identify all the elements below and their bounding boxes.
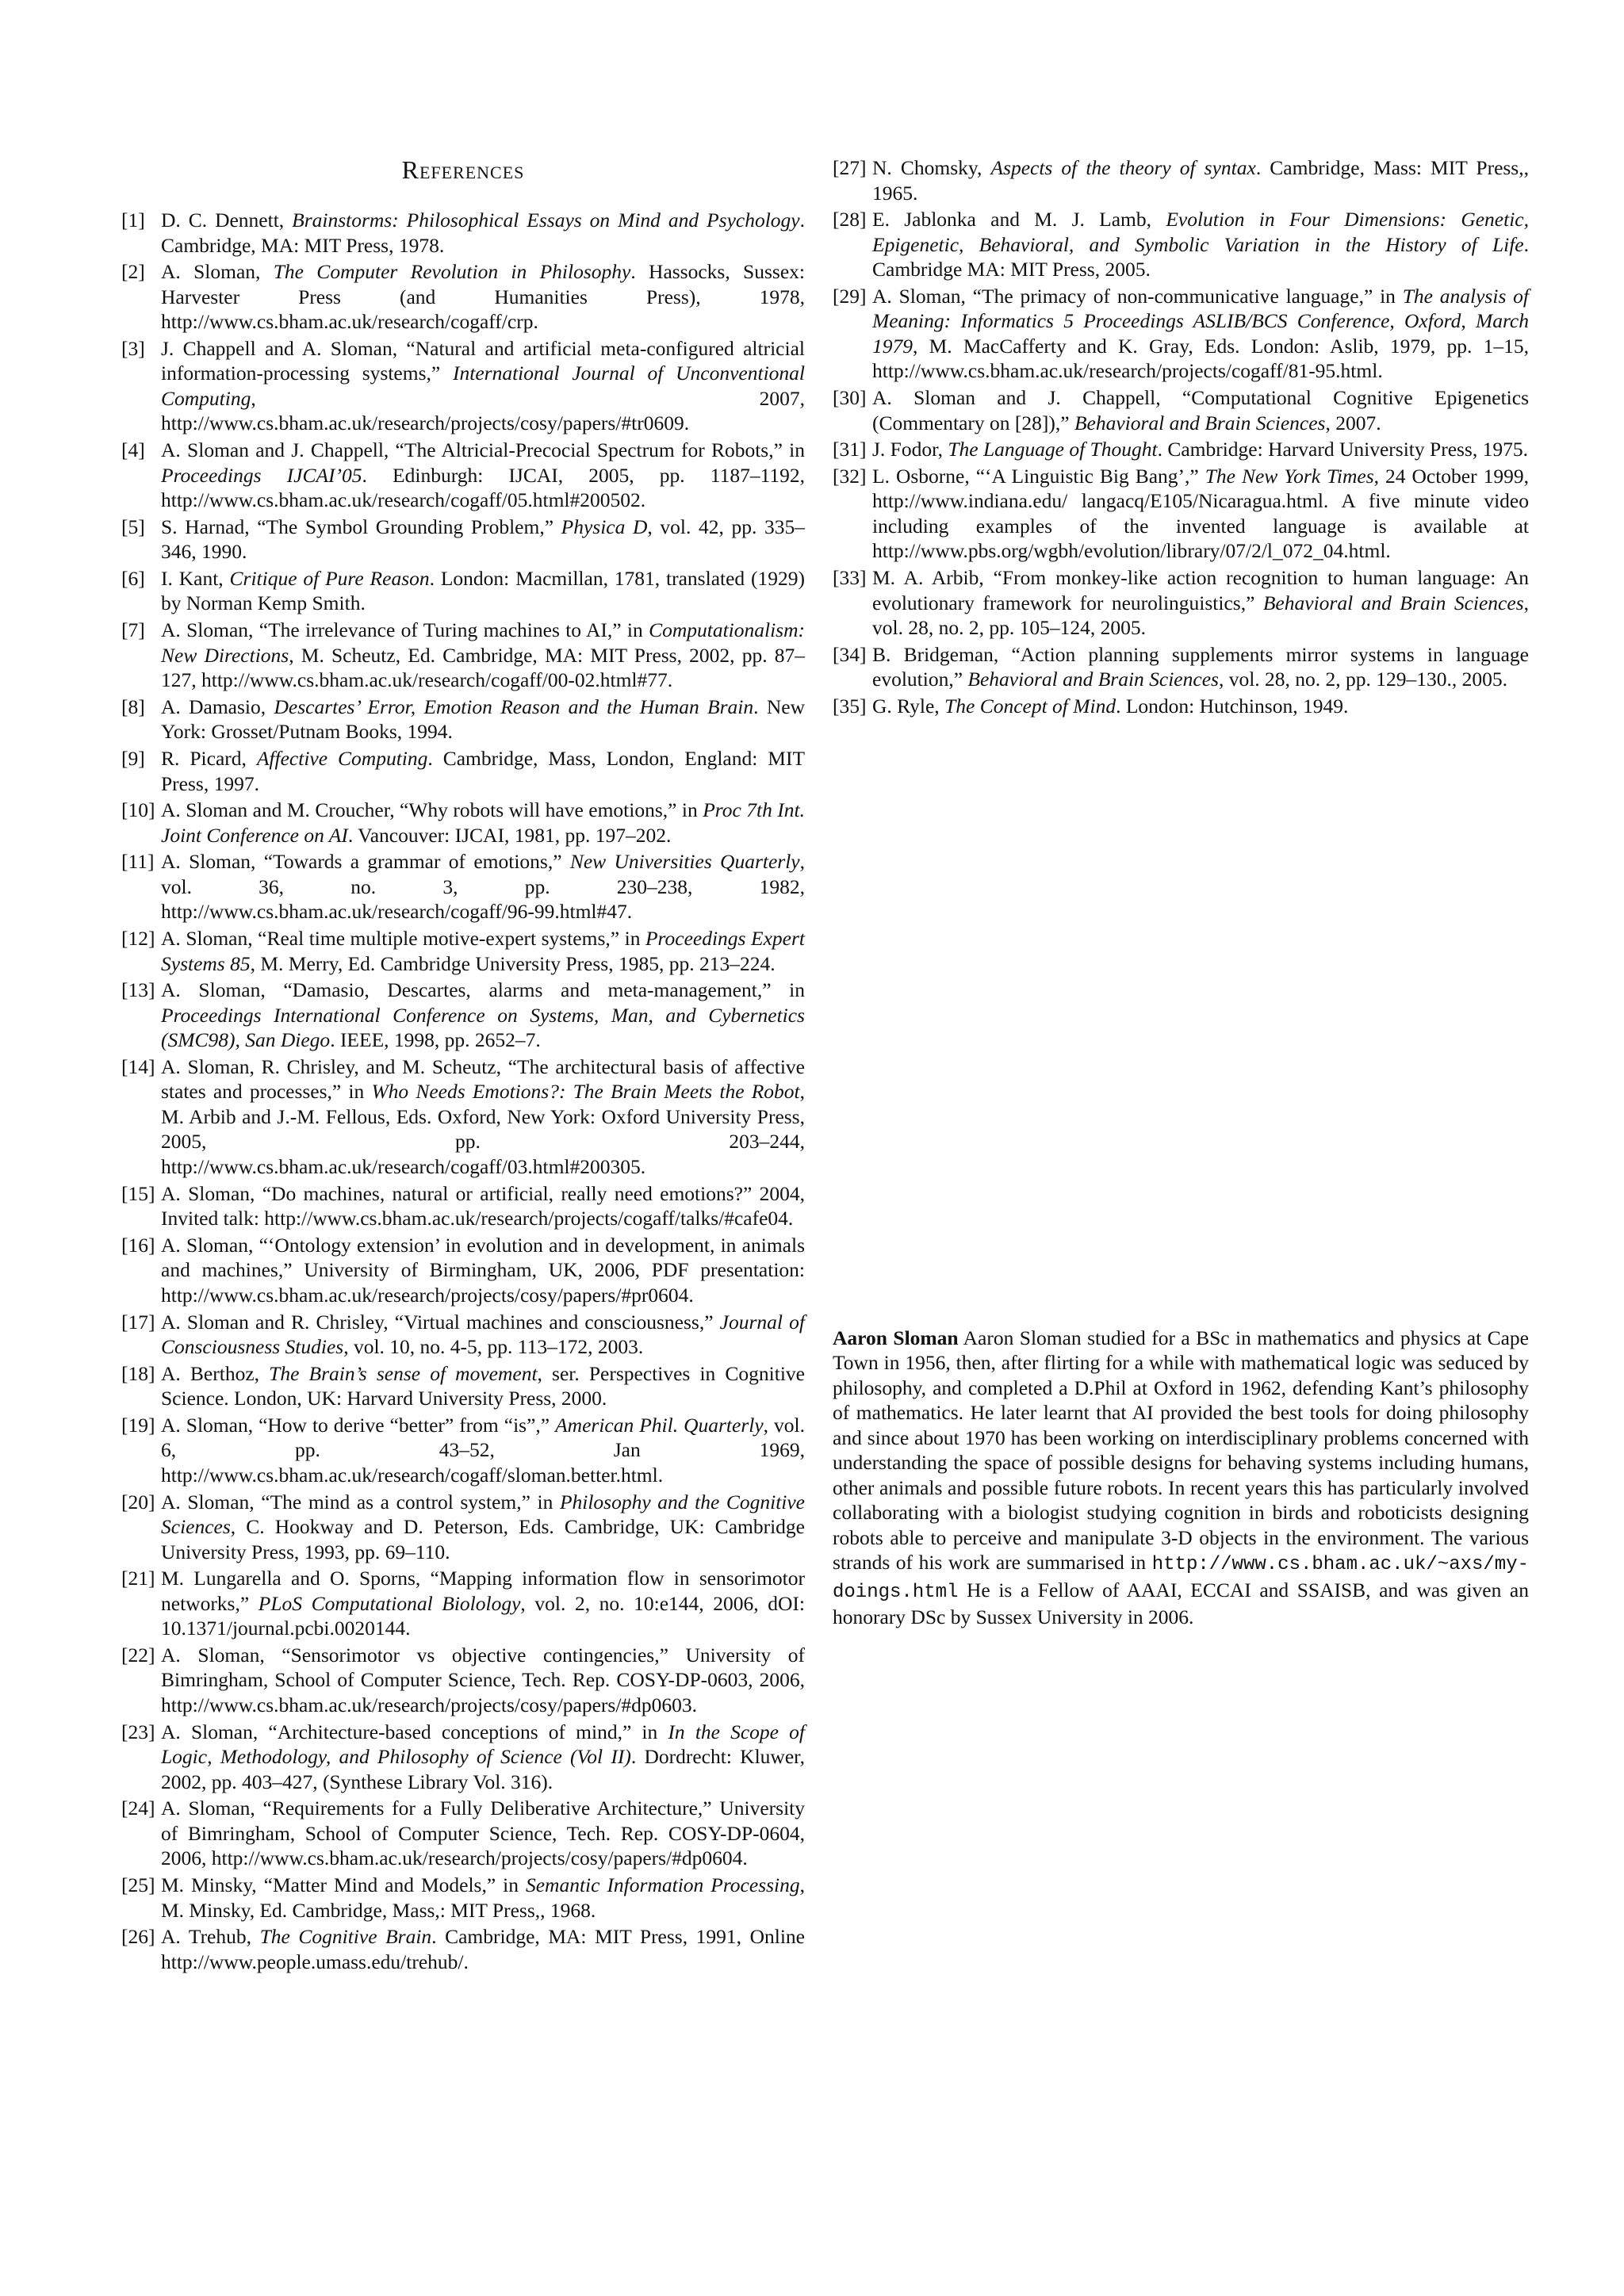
reference-item bbox=[121, 566, 805, 616]
reference-text: A. Sloman and R. Chrisley, “Virtual machines and consciousness,” Journal of Consciousness Studies, vol. 10, no. 4-5, pp. 113–172, 2003. bbox=[161, 1310, 805, 1358]
reference-number: [26] bbox=[121, 1925, 155, 1949]
reference-item bbox=[833, 565, 1529, 641]
reference-number: [17] bbox=[121, 1310, 155, 1334]
reference-text: A. Sloman and J. Chappell, “Computational Cognitive Epigenetics (Commentary on [28]),” Behavioral and Brain Sciences, 2007. bbox=[872, 386, 1529, 434]
reference-number: [4] bbox=[121, 438, 145, 462]
reference-number: [18] bbox=[121, 1361, 155, 1385]
reference-number: [29] bbox=[833, 284, 867, 308]
reference-text: A. Sloman and M. Croucher, “Why robots will have emotions,” in Proc 7th Int. Joint Conference on AI. Vancouver: IJCAI, 1981, pp. 197–202. bbox=[161, 798, 805, 847]
reference-text: A. Sloman, “Do machines, natural or artificial, really need emotions?” 2004, Invited talk: http://www.cs.bham.ac.uk/research/projects/cogaff/talks/#cafe04. bbox=[161, 1181, 805, 1230]
reference-item bbox=[833, 464, 1529, 564]
reference-text: A. Sloman, “How to derive “better” from “is”,” American Phil. Quarterly, vol. 6, pp. 43–52, Jan 1969, http://www.cs.bham.ac.uk/research/cogaff/sloman.better.html. bbox=[161, 1413, 806, 1487]
reference-item bbox=[121, 1490, 805, 1565]
reference-number: [12] bbox=[121, 927, 155, 951]
reference-number: [9] bbox=[121, 747, 145, 770]
reference-text: E. Jablonka and M. J. Lamb, Evolution in Four Dimensions: Genetic, Epigenetic, Behavioral, and Symbolic Variation in the History of Life. Cambridge MA: MIT Press, 2005. bbox=[872, 208, 1529, 281]
reference-text: A. Sloman, R. Chrisley, and M. Scheutz, “The architectural basis of affective states and processes,” in Who Needs Emotions?: The Brain Meets the Robot, M. Arbib and J.-M. Fellous, Eds. Oxford, New York: Oxford University Press, 2005, pp. 203–244, http://www.cs.bham.ac.uk/research/cogaff/03.html#200305. bbox=[161, 1054, 805, 1178]
reference-item bbox=[121, 798, 805, 848]
reference-text: A. Sloman, “Architecture-based conceptions of mind,” in In the Scope of Logic, Methodology, and Philosophy of Science (Vol II). Dordrecht: Kluwer, 2002, pp. 403–427, (Synthese Library Vol. 316). bbox=[161, 1720, 805, 1793]
reference-item bbox=[833, 437, 1529, 462]
reference-number: [35] bbox=[833, 695, 867, 718]
references-list-right bbox=[833, 155, 1529, 721]
reference-number: [15] bbox=[121, 1181, 155, 1205]
reference-item bbox=[121, 208, 805, 258]
reference-item bbox=[833, 694, 1529, 719]
reference-text: N. Chomsky, Aspects of the theory of syntax. Cambridge, Mass: MIT Press,, 1965. bbox=[872, 156, 1529, 205]
reference-item bbox=[121, 618, 805, 693]
reference-number: [7] bbox=[121, 618, 145, 642]
reference-text: A. Sloman, The Computer Revolution in Philosophy. Hassocks, Sussex: Harvester Press (and Humanities Press), 1978, http://www.cs.bham.ac.uk/research/cogaff/crp. bbox=[161, 260, 805, 334]
reference-item bbox=[121, 746, 805, 796]
reference-item bbox=[121, 695, 805, 744]
reference-item bbox=[121, 1720, 805, 1795]
reference-item bbox=[121, 1924, 805, 1974]
reference-number: [22] bbox=[121, 1643, 155, 1667]
reference-item bbox=[121, 1873, 805, 1923]
reference-number: [16] bbox=[121, 1233, 155, 1257]
reference-number: [23] bbox=[121, 1720, 155, 1743]
reference-text: A. Sloman, “The mind as a control system,” in Philosophy and the Cognitive Sciences, C. Hookway and D. Peterson, Eds. Cambridge, UK: Cambridge University Press, 1993, pp. 69–110. bbox=[161, 1490, 805, 1563]
reference-item bbox=[833, 207, 1529, 282]
reference-text: A. Sloman, “The primacy of non-communicative language,” in The analysis of Meaning: Informatics 5 Proceedings ASLIB/BCS Conference, Oxford, March 1979, M. MacCafferty and K. Gray, Eds. London: Aslib, 1979, pp. 1–15, http://www.cs.bham.ac.uk/research/projects/cogaff/81-95.html. bbox=[872, 284, 1530, 383]
reference-text: A. Sloman, “Towards a grammar of emotions,” New Universities Quarterly, vol. 36, no. 3, pp. 230–238, 1982, http://www.cs.bham.ac.uk/research/cogaff/96-99.html#47. bbox=[161, 850, 805, 924]
reference-item bbox=[121, 1566, 805, 1641]
reference-text: A. Damasio, Descartes’ Error, Emotion Reason and the Human Brain. New York: Grosset/Putnam Books, 1994. bbox=[161, 695, 806, 744]
reference-text: M. Lungarella and O. Sporns, “Mapping information flow in sensorimotor networks,” PLoS Computational Biolology, vol. 2, no. 10:e144, 2006, dOI: 10.1371/journal.pcbi.0020144. bbox=[161, 1567, 805, 1640]
reference-text: J. Chappell and A. Sloman, “Natural and artificial meta-configured altricial information-processing systems,” International Journal of Unconventional Computing, 2007, http://www.cs.bham.ac.uk/research/projects/cosy/papers/#tr0609. bbox=[161, 336, 805, 435]
reference-text: A. Sloman and J. Chappell, “The Altricial-Precocial Spectrum for Robots,” in Proceedings IJCAI’05. Edinburgh: IJCAI, 2005, pp. 1187–1192, http://www.cs.bham.ac.uk/research/cogaff/05.html#200502. bbox=[161, 438, 805, 512]
reference-number: [34] bbox=[833, 642, 867, 666]
reference-text: M. A. Arbib, “From monkey-like action recognition to human language: An evolutionary framework for neurolinguistics,” Behavioral and Brain Sciences, vol. 28, no. 2, pp. 105–124, 2005. bbox=[872, 566, 1529, 640]
reference-text: G. Ryle, The Concept of Mind. London: Hutchinson, 1949. bbox=[872, 695, 1349, 718]
reference-number: [32] bbox=[833, 464, 867, 488]
references-heading: References bbox=[401, 155, 525, 184]
reference-text: S. Harnad, “The Symbol Grounding Problem,” Physica D, vol. 42, pp. 335–346, 1990. bbox=[161, 515, 805, 564]
reference-item bbox=[833, 642, 1529, 692]
reference-number: [20] bbox=[121, 1490, 155, 1513]
reference-text: B. Bridgeman, “Action planning supplements mirror systems in language evolution,” Behavioral and Brain Sciences, vol. 28, no. 2, pp. 129–130., 2005. bbox=[872, 642, 1529, 691]
reference-text: M. Minsky, “Matter Mind and Models,” in Semantic Information Processing, M. Minsky, Ed. Cambridge, Mass,: MIT Press,, 1968. bbox=[161, 1873, 806, 1922]
reference-text: A. Sloman, “The irrelevance of Turing machines to AI,” in Computationalism: New Directions, M. Scheutz, Ed. Cambridge, MA: MIT Press, 2002, pp. 87–127, http://www.cs.bham.ac.uk/research/cogaff/00-02.html#77. bbox=[161, 618, 805, 692]
reference-text: A. Sloman, “‘Ontology extension’ in evolution and in development, in animals and machines,” University of Birmingham, UK, 2006, PDF presentation: http://www.cs.bham.ac.uk/research/projects/cosy/papers/#pr0604. bbox=[161, 1233, 805, 1307]
reference-number: [3] bbox=[121, 336, 145, 360]
reference-item bbox=[121, 1054, 805, 1180]
reference-item bbox=[121, 1361, 805, 1411]
reference-text: A. Sloman, “Damasio, Descartes, alarms and meta-management,” in Proceedings International Conference on Systems, Man, and Cybernetics (SMC98), San Diego. IEEE, 1998, pp. 2652–7. bbox=[161, 978, 805, 1052]
reference-text: R. Picard, Affective Computing. Cambridge, Mass, London, England: MIT Press, 1997. bbox=[161, 747, 806, 795]
reference-text: A. Sloman, “Requirements for a Fully Deliberative Architecture,” University of Bimringham, School of Computer Science, Tech. Rep. COSY-DP-0604, 2006, http://www.cs.bham.ac.uk/research/projects/cosy/papers/#dp0604. bbox=[161, 1797, 805, 1870]
reference-text: J. Fodor, The Language of Thought. Cambridge: Harvard University Press, 1975. bbox=[872, 438, 1528, 461]
reference-number: [10] bbox=[121, 798, 155, 822]
reference-item bbox=[121, 515, 805, 564]
reference-number: [25] bbox=[121, 1873, 155, 1896]
reference-number: [31] bbox=[833, 438, 867, 461]
bio-url[interactable]: http://www.cs.bham.ac.uk/~axs/my-doings.html bbox=[833, 1554, 1530, 1603]
reference-number: [14] bbox=[121, 1054, 155, 1078]
reference-text: D. C. Dennett, Brainstorms: Philosophical Essays on Mind and Psychology. Cambridge, MA: MIT Press, 1978. bbox=[161, 209, 805, 257]
reference-item bbox=[121, 1413, 805, 1488]
reference-number: [30] bbox=[833, 386, 867, 410]
reference-number: [1] bbox=[121, 209, 145, 232]
reference-number: [8] bbox=[121, 695, 145, 718]
reference-text: L. Osborne, “‘A Linguistic Big Bang’,” The New York Times, 24 October 1999, http://www.indiana.edu/ langacq/E105/Nicaragua.html. A five minute video including examples of the invented language is available at http://www.pbs.org/wgbh/evolution/library/07/2/l_072_04.html. bbox=[872, 464, 1529, 563]
reference-number: [21] bbox=[121, 1567, 155, 1590]
reference-number: [2] bbox=[121, 260, 145, 284]
reference-item bbox=[121, 978, 805, 1053]
author-biography bbox=[833, 1326, 1529, 1630]
reference-item bbox=[121, 336, 805, 436]
reference-number: [19] bbox=[121, 1413, 155, 1437]
references-list-left bbox=[121, 208, 805, 1976]
reference-number: [6] bbox=[121, 566, 145, 590]
reference-item bbox=[833, 284, 1529, 384]
reference-text: A. Sloman, “Real time multiple motive-expert systems,” in Proceedings Expert Systems 85, M. Merry, Ed. Cambridge University Press, 1985, pp. 213–224. bbox=[161, 927, 805, 975]
reference-number: [24] bbox=[121, 1797, 155, 1820]
reference-number: [27] bbox=[833, 156, 867, 179]
reference-item bbox=[121, 1181, 805, 1231]
reference-item bbox=[121, 438, 805, 513]
reference-item bbox=[833, 385, 1529, 435]
reference-item bbox=[121, 849, 805, 924]
reference-number: [13] bbox=[121, 978, 155, 1002]
reference-text: I. Kant, Critique of Pure Reason. London: Macmillan, 1781, translated (1929) by Norman Kemp Smith. bbox=[161, 566, 806, 615]
reference-number: [28] bbox=[833, 208, 867, 232]
reference-item bbox=[121, 1310, 805, 1360]
reference-item bbox=[121, 1796, 805, 1871]
bio-text: Aaron Sloman studied for a BSc in mathematics and physics at Cape Town in 1956, then, after flirting for a while with mathematical logic was seduced by philosophy, and completed a D.Phil at Oxford in 1962, defending Kant’s philosophy of mathematics. He later learnt that AI provided the best tools for doing philosophy and since about 1970 has been working on interdisciplinary problems concerned with understanding the space of possible designs for behaving systems including humans, other animals and possible future robots. In recent years this has particularly involved collaborating with a biologist studying cognition in birds and roboticists designing robots able to perceive and manipulate 3-D objects in the environment. The various strands of his work are summarised in bbox=[833, 1326, 1530, 1574]
reference-text: A. Sloman, “Sensorimotor vs objective contingencies,” University of Bimringham, School of Computer Science, Tech. Rep. COSY-DP-0603, 2006, http://www.cs.bham.ac.uk/research/projects/cosy/papers/#dp0603. bbox=[161, 1643, 805, 1716]
reference-number: [5] bbox=[121, 515, 145, 538]
reference-item bbox=[121, 1233, 805, 1308]
bio-text-end: He is a Fellow of AAAI, ECCAI and SSAISB, and was given an honorary DSc by Sussex University in 2006. bbox=[833, 1578, 1530, 1628]
reference-text: A. Berthoz, The Brain’s sense of movement, ser. Perspectives in Cognitive Science. London, UK: Harvard University Press, 2000. bbox=[161, 1361, 805, 1410]
reference-number: [33] bbox=[833, 566, 867, 590]
reference-item bbox=[121, 1643, 805, 1718]
reference-item bbox=[833, 155, 1529, 205]
reference-item bbox=[121, 259, 805, 335]
author-name: Aaron Sloman bbox=[833, 1326, 959, 1349]
reference-number: [11] bbox=[121, 850, 155, 874]
reference-text: A. Trehub, The Cognitive Brain. Cambridge, MA: MIT Press, 1991, Online http://www.people.umass.edu/trehub/. bbox=[161, 1925, 805, 1973]
reference-item bbox=[121, 926, 805, 976]
